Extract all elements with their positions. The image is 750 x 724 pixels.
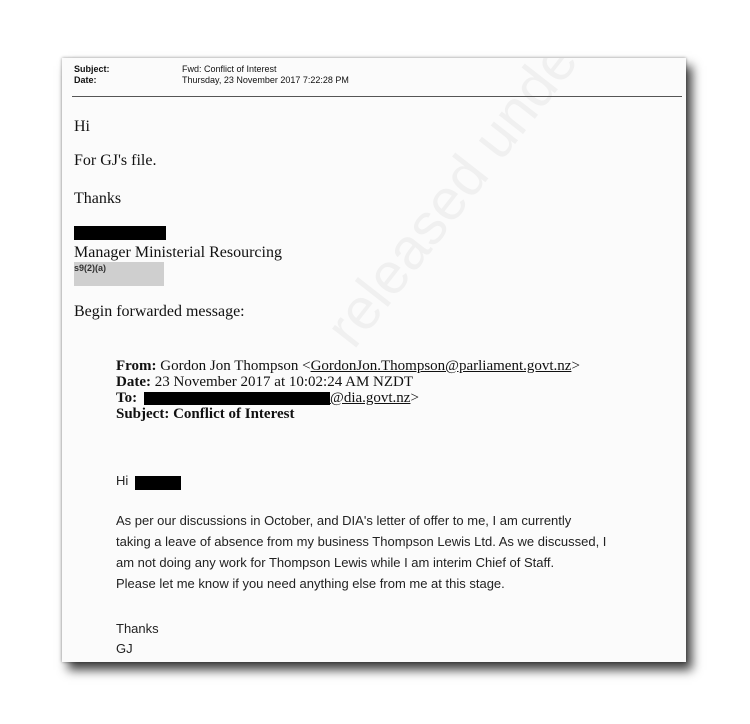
- fwd-subject-key: Subject:: [116, 406, 170, 422]
- paragraph-line: As per our discussions in October, and DIA's letter of offer to me, I am currently: [116, 513, 572, 528]
- subject-key: Subject:: [74, 64, 110, 74]
- email-printout-page: [62, 58, 686, 662]
- redacted-name: [74, 226, 166, 240]
- date-value: Thursday, 23 November 2017 7:22:28 PM: [182, 75, 349, 85]
- to-end: >: [410, 390, 419, 406]
- greeting: Hi: [74, 118, 90, 135]
- redaction-code: s9(2)(a): [74, 263, 107, 273]
- watermark: [312, 58, 686, 359]
- file-note: For GJ's file.: [74, 152, 157, 169]
- to-domain-link[interactable]: @dia.govt.nz: [330, 390, 411, 406]
- header-divider: [72, 96, 682, 97]
- date-key: Date:: [74, 75, 97, 85]
- email-header: [74, 64, 349, 86]
- fwd-date-value: 23 November 2017 at 10:02:24 AM NZDT: [154, 374, 414, 390]
- signature-title: Manager Ministerial Resourcing: [74, 244, 282, 261]
- from-name: Gordon Jon Thompson <: [160, 358, 311, 374]
- fwd-date-key: Date:: [116, 374, 151, 390]
- fwd-subject-value: Conflict of Interest: [173, 406, 295, 422]
- from-email-link[interactable]: GordonJon.Thompson@parliament.govt.nz: [310, 358, 572, 374]
- paragraph-line: am not doing any work for Thompson Lewis while I am interim Chief of Staff.: [116, 555, 555, 570]
- fwd-thanks: Thanks: [116, 621, 159, 636]
- from-end: >: [571, 358, 580, 374]
- to-key: To:: [116, 390, 138, 406]
- from-key: From:: [116, 358, 157, 374]
- forwarded-header: [116, 358, 580, 422]
- redacted-recipient: [144, 392, 330, 405]
- begin-forwarded: Begin forwarded message:: [74, 303, 245, 320]
- paragraph-line: taking a leave of absence from my business Thompson Lewis Ltd. As we discussed, I: [116, 534, 607, 549]
- fwd-greeting: Hi: [116, 473, 129, 488]
- redacted-recipient-name: [135, 476, 181, 490]
- fwd-paragraph: [116, 510, 606, 594]
- thanks-text: Thanks: [74, 190, 122, 207]
- fwd-sign: GJ: [116, 641, 133, 656]
- subject-value: Fwd: Conflict of Interest: [182, 64, 277, 74]
- paragraph-line: Please let me know if you need anything else from me at this stage.: [116, 576, 505, 591]
